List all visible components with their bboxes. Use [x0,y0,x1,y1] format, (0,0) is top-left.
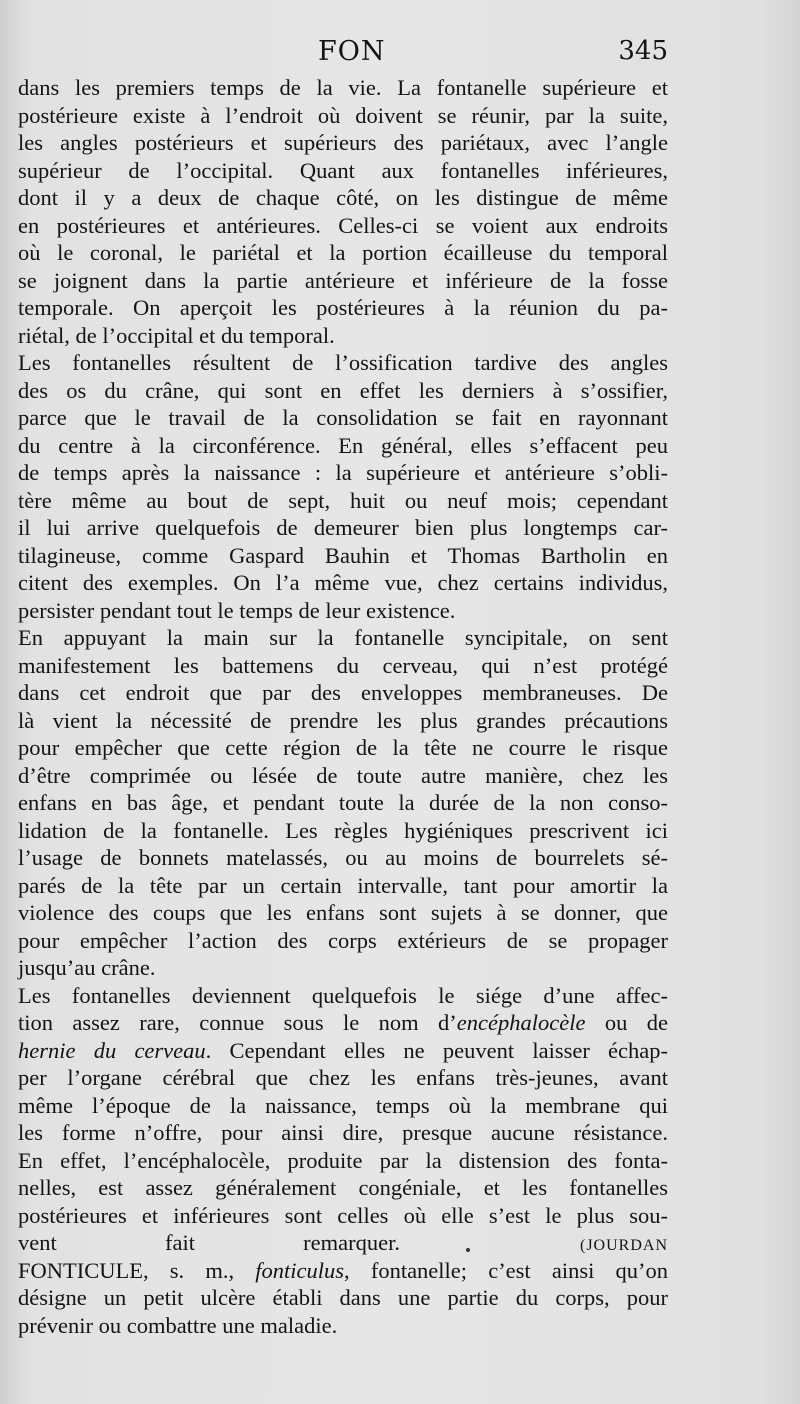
text-line: jusqu’au crâne. [18,955,156,980]
entry-headword: FONTICULE [18,1257,143,1283]
text-line: tilagineuse, comme Gaspard Bauhin et Thomas Bartholin en [18,542,668,568]
text-line: tère même au bout de sept, huit ou neuf mois; cependant [18,487,668,513]
text-line: En appuyant la main sur la fontanelle syncipitale, on sent [18,625,668,650]
text-segment: ou de [585,1010,668,1035]
body-text [18,74,668,1339]
text-line: prévenir ou combattre une maladie. [18,1312,338,1338]
text-line: les forme n’offre, pour ainsi dire, presque aucune résistance. [18,1120,668,1145]
text-line [18,1229,668,1257]
term-hernie-du-cerveau: hernie du cerveau [18,1037,206,1063]
text-line: persister pendant tout le temps de leur existence. [18,597,456,623]
text-line: riétal, de l’occipital et du temporal. [18,322,335,348]
text-line [18,1037,668,1065]
text-line: se joignent dans la partie antérieure et inférieure de la fosse [18,267,668,293]
text-line: per l’organe cérébral que chez les enfans très-jeunes, avant [18,1065,668,1090]
running-head: FON [318,36,386,67]
ink-dot [466,1248,470,1252]
entry-latin: fonticulus [255,1257,345,1283]
text-line: lidation de la fontanelle. Les règles hygiéniques prescrivent ici [18,817,668,843]
text-line: dans les premiers temps de la vie. La fontanelle supérieure et [18,75,668,100]
text-line: parés de la tête par un certain intervalle, tant pour amortir la [18,872,668,898]
text-line: où le coronal, le pariétal et la portion écailleuse du temporal [18,240,668,265]
text-line: manifestement les battemens du cerveau, qui n’est protégé [18,652,668,678]
text-line: de temps après la naissance : la supérieure et antérieure s’obli- [18,460,668,485]
text-line: il lui arrive quelquefois de demeurer bien plus longtemps car- [18,515,668,540]
text-segment: vent fait remarquer. [18,1230,400,1255]
text-line: postérieures et inférieures sont celles où elle s’est le plus sou- [18,1202,668,1228]
text-segment: , fontanelle; c’est ainsi qu’on [344,1257,669,1283]
text-line: désigne un petit ulcère établi dans une partie du corps, pour [18,1285,668,1310]
text-line: même l’époque de la naissance, temps où la membrane qui [18,1092,668,1118]
text-line: en postérieures et antérieures. Celles-ci se voient aux endroits [18,212,668,238]
text-line: postérieure existe à l’endroit où doivent se réunir, par la suite, [18,102,668,128]
text-line: enfans en bas âge, et pendant toute la durée de la non conso- [18,790,668,815]
page-header [18,36,668,70]
dictionary-entry-line [18,1257,668,1285]
text-line: pour empêcher que cette région de la tête ne courre le risque [18,735,668,760]
text-line: citent des exemples. On l’a même vue, chez certains individus, [18,570,668,595]
text-line: pour empêcher l’action des corps extérieurs de se propager [18,927,668,953]
text-line: des os du crâne, qui sont en effet les derniers à s’ossifier, [18,377,668,403]
text-line: dont il y a deux de chaque côté, on les distingue de même [18,185,668,210]
text-line: supérieur de l’occipital. Quant aux fontanelles inférieures, [18,157,668,183]
text-segment: . Cependant elles ne peuvent laisser échap- [205,1037,669,1063]
text-line: l’usage de bonnets matelassés, ou au moins de bourrelets sé- [18,845,668,870]
text-line [18,1009,668,1037]
text-line: parce que le travail de la consolidation se fait en rayonnant [18,405,668,430]
text-segment: tion assez rare, connue sous le nom d’ [18,1010,457,1035]
text-line: violence des coups que les enfans sont sujets à se donner, que [18,900,668,925]
term-encephalocele: encéphalocèle [456,1010,586,1035]
text-line: Les fontanelles résultent de l’ossification tardive des angles [18,350,668,375]
text-line: dans cet endroit que par des enveloppes membraneuses. De [18,680,668,705]
page-number: 345 [618,36,668,66]
text-line: Les fontanelles deviennent quelquefois le siége d’une affec- [18,982,668,1008]
text-line: du centre à la circonférence. En général, elles s’effacent peu [18,432,668,458]
author-signature: (JOURDAN [580,1237,668,1254]
text-line: En effet, l’encéphalocèle, produite par la distension des fonta- [18,1147,668,1173]
text-line: d’être comprimée ou lésée de toute autre manière, chez les [18,762,668,788]
text-line: nelles, est assez généralement congéniale, et les fontanelles [18,1175,668,1200]
text-line: temporale. On aperçoit les postérieures à la réunion du pa- [18,295,668,320]
text-line: les angles postérieurs et supérieurs des pariétaux, avec l’angle [18,130,668,155]
entry-grammar: , s. m., [143,1257,256,1283]
text-line: là vient la nécessité de prendre les plus grandes précautions [18,707,668,733]
